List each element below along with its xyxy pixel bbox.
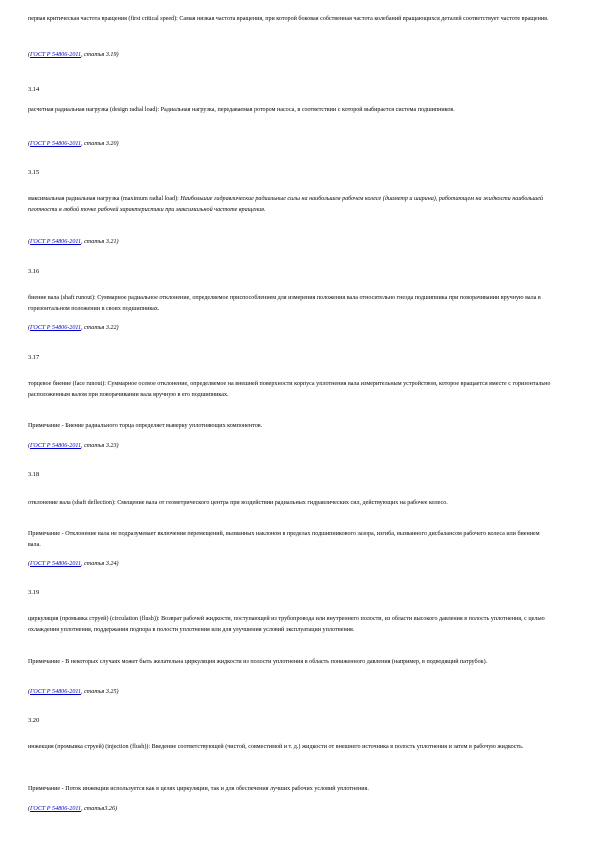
entry-definition (28, 379, 552, 400)
definition: Суммарное радиальное отклонение, определяемое приспособлением для измерения положения вала относительно гнезда подшипника при поворачивании вручную вала в горизонтальном положении в своих подшипниках. (28, 295, 541, 312)
section-number: 3.15 (28, 169, 40, 176)
note: Примечание - Биение радиального торца определяет выверку уплотняющих компонентов. (28, 423, 263, 429)
source-reference: (ГОСТ Р 54806-2011, статья 3.24) (28, 561, 119, 567)
section-number: 3.18 (28, 471, 40, 478)
definition: Суммарное осевое отклонение, определяемое на внешней поверхности корпуса уплотнения вала измерительным устройством, которое вращается вместе с горизонтально расположенным валом при поворачивании вала вручную в его подшипниках. (28, 381, 551, 398)
definition: Введение соответствующей (чистой, совместимой и т. д.) жидкости от внешнего источника в полость уплотнения и затем в рабочую жидкость. (151, 744, 524, 750)
definition: Наибольшие гидравлические радиальные силы на наибольшем рабочем колесе (диаметр и ширина), работающем на жидкости наибольшей плотности в любой точке рабочей характеристики при максимальной частоте вращения. (28, 196, 544, 213)
note: Примечание - В некоторых случаях может быть желательна циркуляция жидкости из полости уплотнения в область пониженного давления (например, в подводящий патрубок). (28, 659, 488, 665)
term: отклонение вала (shaft deflection): (28, 500, 116, 506)
section-number: 3.20 (28, 717, 40, 724)
gost-link[interactable]: ГОСТ Р 54806-2011 (30, 689, 82, 695)
term: расчетная радиальная нагрузка (design radial load): (28, 107, 160, 113)
entry-definition (28, 742, 523, 753)
term: первая критическая частота вращения (first critical speed): (28, 16, 178, 22)
entry-definition (28, 105, 455, 116)
source-reference: (ГОСТ Р 54806-2011, статья 3.19) (28, 52, 119, 58)
source-reference: (ГОСТ Р 54806-2011, статья3.26) (28, 806, 118, 812)
entry-definition (28, 194, 552, 215)
note: Примечание - Поток инжекции используется как в целях циркуляции, так и для обеспечения лучших рабочих условий уплотнения. (28, 786, 369, 792)
source-reference: (ГОСТ Р 54806-2011, статья 3.22) (28, 325, 119, 331)
gost-link[interactable]: ГОСТ Р 54806-2011 (30, 561, 82, 567)
source-reference: (ГОСТ Р 54806-2011, статья 3.23) (28, 443, 119, 449)
gost-link[interactable]: ГОСТ Р 54806-2011 (30, 443, 82, 449)
source-reference: (ГОСТ Р 54806-2011, статья 3.25) (28, 689, 119, 695)
definition: Смещение вала от геометрического центра при воздействии радиальных гидравлических сил, действующих на рабочее колесо. (117, 500, 448, 506)
term: торцевое биение (face runout): (28, 381, 106, 387)
definition: Радиальная нагрузка, передаваемая ротором насоса, в соответствии с которой выбирается система подшипников. (160, 107, 455, 113)
source-reference: (ГОСТ Р 54806-2011, статья 3.21) (28, 239, 119, 245)
section-number: 3.16 (28, 268, 40, 275)
entry-definition (28, 614, 552, 635)
gost-link[interactable]: ГОСТ Р 54806-2011 (30, 52, 82, 58)
gost-link[interactable]: ГОСТ Р 54806-2011 (30, 325, 82, 331)
gost-link[interactable]: ГОСТ Р 54806-2011 (30, 141, 82, 147)
section-number: 3.17 (28, 354, 40, 361)
entry-definition (28, 14, 548, 25)
term: биение вала (shaft runout): (28, 295, 96, 301)
term: циркуляция (промывка струей) (circulation (flush)): (28, 616, 160, 622)
definition: Самая низкая частота вращения, при которой боковая собственная частота колебаний вращающихся деталей соответствует частоте вращения. (179, 16, 549, 22)
section-number: 3.19 (28, 589, 40, 596)
gost-link[interactable]: ГОСТ Р 54806-2011 (30, 806, 82, 812)
term: инжекция (промывка струей) (injection (flush)): (28, 744, 151, 750)
term: максимальная радиальная нагрузка (maximum radial load): (28, 196, 179, 202)
gost-link[interactable]: ГОСТ Р 54806-2011 (30, 239, 82, 245)
section-number: 3.14 (28, 86, 40, 93)
entry-definition (28, 498, 448, 509)
definition: Возврат рабочей жидкости, поступающей из трубопровода или внутреннего полости, из области высокого давления в полость уплотнения, с целью охлаждения уплотнения, поддержания подпора в полости уплотнения или для улучшения условий эксплуатации уплотнения. (28, 616, 545, 633)
source-reference: (ГОСТ Р 54806-2011, статья 3.20) (28, 141, 119, 147)
note: Примечание - Отклонение вала не подразумевает включения перемещений, вызванных наклоном в пределах подшипникового зазора, изгиба, вызванного дисбалансом рабочего колеса или биением вала. (28, 531, 540, 548)
entry-definition (28, 293, 552, 314)
